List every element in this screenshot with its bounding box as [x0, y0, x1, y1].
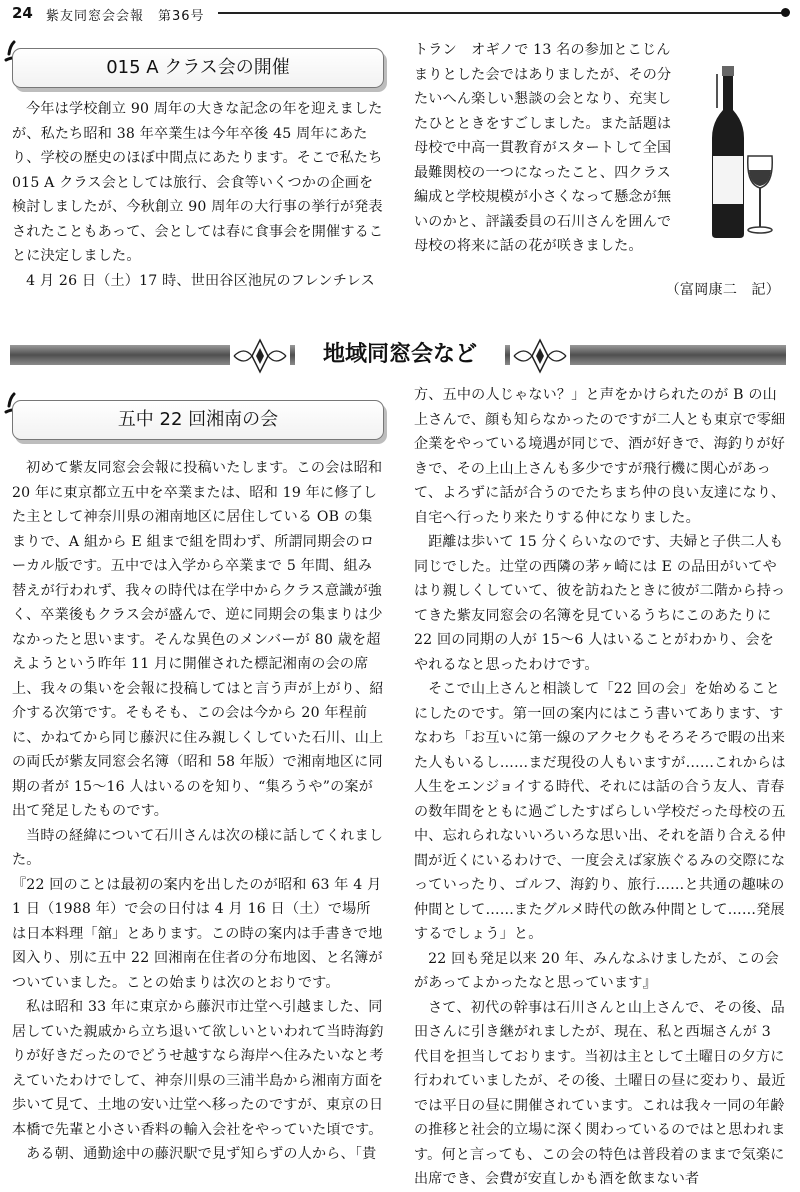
article1-paragraph: 今年は学校創立 90 周年の大きな記念の年を迎えましたが、私たち昭和 38 年卒業生は今年卒後 45 周年にあたり、学校の歴史のほぼ中間点にあたります。そこで私たち 015 A クラス会としては旅行、会食等いくつかの企画を検討しましたが、今秋創立 90 周年の大行事の挙行が発表されたこともあって、会としては春に食事会を開催することに決定しました。	[12, 101, 384, 264]
wine-bottle-and-glass-icon	[700, 60, 784, 244]
article1-left-column	[12, 97, 384, 293]
article1-right-column	[414, 38, 676, 259]
article2-paragraph: 私は昭和 33 年に東京から藤沢市辻堂へ引越ました、同居していた親戚から立ち退いて欲しいといわれて当時海釣りが好きだったのでどうせ越すなら海岸へ住みたいなと考えていたわけでして、神奈川県の三浦半島から湘南方面を歩いて見て、土地の安い辻堂へ移ったのですが、東京の日本橋で先輩と小さい香料の輸入会社をやっていた頃です。	[12, 999, 384, 1138]
article1-headline: 015 A クラス会の開催	[12, 48, 384, 88]
article2-paragraph: 方、五中の人じゃない？」と声をかけられたのが B の山上さんで、顔も知らなかったのですが二人とも東京で零細企業をやっている境遇が同じで、酒が好きで、海釣りが好きで、その上山上さんも多少ですが飛行機に関心があって、よろずに話が合うのでたちまち仲の良い友達になり、自宅へ行ったり来たりする仲になりました。	[414, 387, 786, 526]
article2-paragraph: 距離は歩いて 15 分くらいなのです、夫婦と子供二人も同じでした。辻堂の西隣の茅ヶ崎には E の品田がいてやはり親しくしていて、彼を訪ねたときに彼が二階から持ってきた紫友同窓会の名簿を見ているうちにこのあたりに 22 回の同期の人が 15～6 人はいることがわかり、会をやれるなと思ったわけです。	[414, 534, 786, 673]
header-rule	[218, 12, 786, 14]
article2-left-column	[12, 456, 384, 1167]
article1-paragraph: 4 月 26 日（土）17 時、世田谷区池尻のフレンチレス	[26, 272, 375, 289]
page-number: 24	[12, 4, 33, 22]
article2-paragraph: 当時の経緯について石川さんは次の様に話してくれました。	[12, 827, 384, 868]
article2-paragraph: 22 回も発足以来 20 年、みんなふけましたが、この会があってよかったなと思っています』	[414, 950, 779, 991]
article2-paragraph: 『22 回のことは最初の案内を出したのが昭和 63 年 4 月 1 日（1988 年）で会の日付は 4 月 16 日（土）で場所は日本料理「舘」とあります。この時の案内は手書きで地図入り、別に五中 22 回湘南在住者の分布地図、と名簿がついていました。ことの始まりは次のとおりです。	[12, 876, 383, 991]
page-header	[6, 0, 796, 26]
article1-signature-block	[414, 270, 780, 303]
article1-signature: （富岡康二 記）	[665, 282, 780, 298]
section-banner	[10, 336, 786, 376]
article2-paragraph: ある朝、通勤途中の藤沢駅で見ず知らずの人から、「貴	[26, 1146, 377, 1162]
article2-paragraph: さて、初代の幹事は石川さんと山上さんで、その後、品田さんに引き継がれましたが、現在、私と西堀さんが 3 代目を担当しております。当初は主として土曜日の夕方に行われていましたが、その後、土曜日の昼に変わり、最近では平日の昼に開催されています。これは我々一同の年齢の推移と社会的立場に深く関わっているのではと思われます。何と言っても、この会の特色は普段着のままで気楽に出席でき、会費が安直しかも酒を飲まない者	[414, 999, 786, 1187]
ornament-right-icon	[510, 336, 570, 376]
article2-right-column	[414, 383, 788, 1192]
section-title: 地域同窓会など	[295, 336, 505, 374]
ornament-left-icon	[230, 336, 290, 376]
header-dot-icon	[781, 8, 790, 17]
article2-paragraph: 初めて紫友同窓会会報に投稿いたします。この会は昭和 20 年に東京都立五中を卒業または、昭和 19 年に修了した主として神奈川県の湘南地区に居住している OB の集まりで、A 組から E 組まで組を問わず、所謂同期会のローカル版です。五中では入学から卒業まで 5 年間、組み替えが行われず、我々の時代は在学中からクラス意識が強く、卒業後もクラス会が盛んで、逆に同期会の集まりは少なかったと思います。そんな異色のメンバーが 80 歳を超えようという昨年 11 月に開催された標記湘南の会の席上、我々の集いを会報に投稿してはと言う声が上がり、紹介する次第です。そもそも、この会は今から 20 年程前に、かねてから同じ藤沢に住み親しくしていた石川、山上の両氏が紫友同窓会名簿（昭和 58 年版）で湘南地区に同期の者が 15～16 人はいるのを知り、“集ろうや”の案が出て発足したものです。	[12, 460, 384, 819]
article2-headline: 五中 22 回湘南の会	[12, 400, 384, 440]
article1-right-text: トラン オギノで 13 名の参加とこじんまりとした会ではありましたが、その分たいへん楽しい懇談の会となり、充実したひとときをすごしました。また話題は母校で中高一貫教育がスタートして全国最難関校の一つになったこと、四クラス編成と学校規模が小さくなって懸念が無いのかと、評議委員の石川さんを囲んで母校の将来に話の花が咲きました。	[414, 42, 672, 254]
article2-paragraph: そこで山上さんと相談して「22 回の会」を始めることにしたのです。第一回の案内にはこう書いてあります、すなわち「お互いに第一線のアクセクもそろそろで暇の出来た人もいるし……まだ現役の人もいますが……これからは人生をエンジョイする時代、それには話の合う友人、青春の数年間をともに過ごしたすばらしい学校だった母校の五中、忘れられないいろいろな思い出、それを語り合える仲間が近くにいるわけで、一度会えば家族ぐるみの交際になっていったり、ゴルフ、海釣り、旅行……と共通の趣味の仲間として……またグルメ時代の飲み仲間として……発展するでしょう」と。	[414, 681, 786, 942]
newsletter-title: 紫友同窓会会報 第36号	[46, 9, 205, 24]
